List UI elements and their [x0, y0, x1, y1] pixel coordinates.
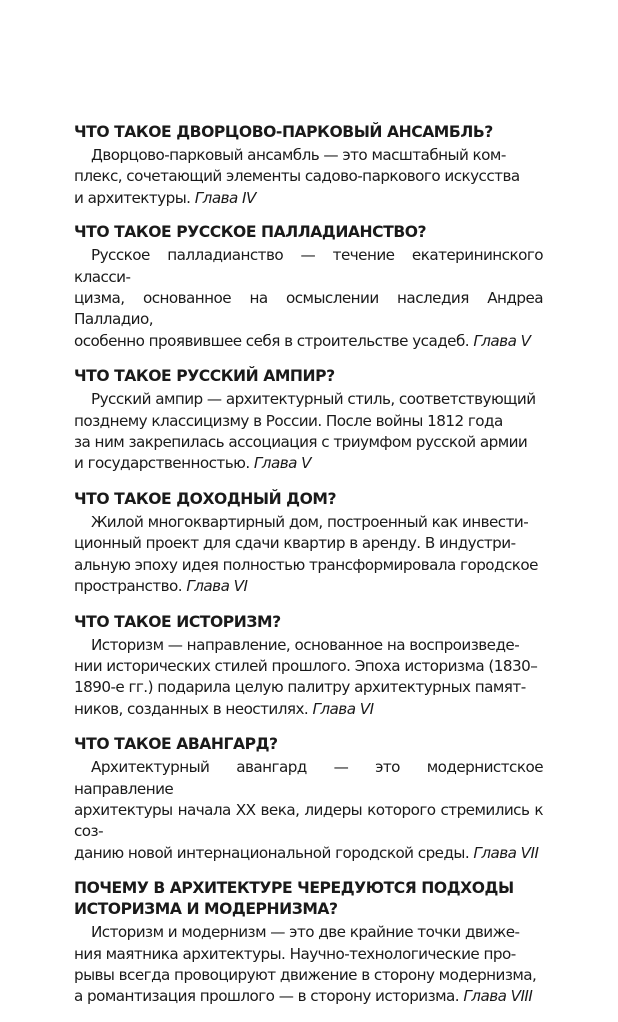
faq-question: ПОЧЕМУ В АРХИТЕКТУРЕ ЧЕРЕДУЮТСЯ ПОДХОДЫ ИСТОРИЗМА И МОДЕРНИЗМА?	[74, 879, 514, 919]
chapter-reference: Глава V	[473, 331, 531, 350]
faq-question: ЧТО ТАКОЕ ДВОРЦОВО-ПАРКОВЫЙ АНСАМБЛЬ?	[74, 123, 493, 141]
faq-answer	[74, 389, 543, 475]
faq-entry-tenement-house	[74, 489, 543, 598]
chapter-reference: Глава VIII	[463, 987, 533, 1006]
answer-text: Жилой многоквартирный дом, построенный как инвести- ционный проект для сдачи квартир в аренду. В индустри- альную эпоху идея полностью трансформировала городское пространство.	[74, 512, 538, 596]
answer-text: Русское палладианство — течение екатерининского класси- цизма, основанное на осмыслении наследия Андреа Палладио, особенно проявившее себя в строительстве усадеб.	[74, 246, 543, 350]
faq-question: ЧТО ТАКОЕ ИСТОРИЗМ?	[74, 612, 281, 631]
faq-entry-russian-palladianism	[74, 222, 543, 352]
faq-entry-historicism	[74, 612, 543, 721]
faq-entry-historicism-vs-modernism	[74, 878, 543, 1008]
faq-answer	[74, 635, 543, 721]
answer-text: Архитектурный авангард — это модернистское направление архитектуры начала XX века, лидеры которого стремились к соз- данию новой интернациональной городской среды.	[74, 758, 543, 862]
answer-text: Историзм и модернизм — это две крайние точки движе- ния маятника архитектуры. Научно-технологические про- рывы всегда провоцируют движение в сторону модернизма, а романтизация прошлого — в сторону историзма.	[74, 923, 537, 1006]
faq-answer	[74, 757, 543, 864]
faq-answer	[74, 145, 543, 209]
faq-question: ЧТО ТАКОЕ АВАНГАРД?	[74, 735, 278, 754]
faq-answer	[74, 245, 543, 352]
chapter-reference: Глава VI	[186, 577, 248, 596]
faq-question: ЧТО ТАКОЕ РУССКИЙ АМПИР?	[74, 367, 335, 386]
faq-question: ЧТО ТАКОЕ РУССКОЕ ПАЛЛАДИАНСТВО?	[74, 223, 427, 242]
answer-text: Историзм — направление, основанное на воспроизведе- нии исторических стилей прошлого. Эпоха историзма (1830– 1890-е гг.) подарила целую палитру архитектурных памят- ников, созданных в неостилях.	[74, 635, 538, 718]
answer-text: Русский ампир — архитектурный стиль, соответствующий позднему классицизму в России. После войны 1812 года за ним закрепилась ассоциация с триумфом русской армии и государственностью.	[74, 390, 536, 473]
faq-answer	[74, 512, 543, 598]
faq-entry-avant-garde	[74, 734, 543, 864]
faq-entry-palace-park-ensemble	[74, 122, 543, 209]
faq-question: ЧТО ТАКОЕ ДОХОДНЫЙ ДОМ?	[74, 489, 337, 508]
faq-entry-russian-empire-style	[74, 366, 543, 475]
faq-answer	[74, 922, 543, 1008]
answer-text: Дворцово-парковый ансамбль — это масштабный ком- плекс, сочетающий элементы садово-паркового искусства и архитектуры.	[74, 146, 520, 207]
chapter-reference: Глава VII	[473, 843, 539, 862]
faq-page	[74, 122, 543, 1022]
chapter-reference: Глава VI	[312, 699, 374, 718]
chapter-reference: Глава V	[253, 454, 311, 473]
chapter-reference: Глава IV	[194, 188, 256, 207]
